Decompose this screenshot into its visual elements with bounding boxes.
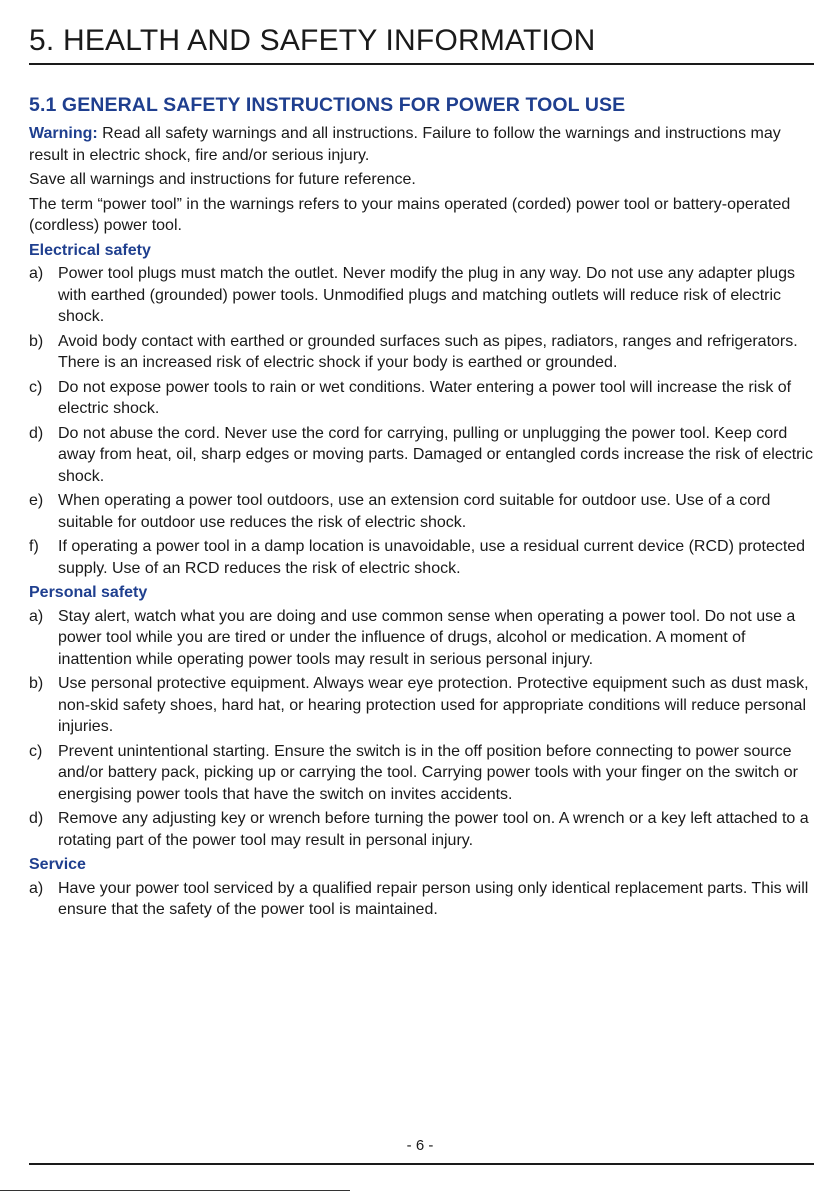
list-item-marker: f) [29,538,39,555]
list-item-marker: c) [29,378,43,396]
list-item-marker: b) [29,675,44,692]
list-item [29,741,814,806]
list-item-text: If operating a power tool in a damp location is unavoidable, use a residual current device (RCD) protected supply. Use of an RCD reduces the risk of electric shock. [58,538,806,577]
section-heading: 5.1 GENERAL SAFETY INSTRUCTIONS FOR POWER TOOL USE [29,94,626,116]
list-item [29,536,814,579]
list-item-marker: a) [29,879,44,897]
list-item [29,331,814,374]
list-item [29,263,814,328]
footer-divider [29,1163,814,1165]
list-item-marker: c) [29,742,43,760]
bottom-edge-line [0,1190,350,1191]
list-item-text: Use personal protective equipment. Always wear eye protection. Protective equipment such as dust mask, non-skid safety shoes, hard hat, or hearing protection used for appropriate conditions will reduce personal injuries. [58,675,809,735]
list-item-text: Avoid body contact with earthed or grounded surfaces such as pipes, radiators, ranges and refrigerators. There is an increased risk of electric shock if your body is earthed or grounded. [58,332,798,371]
title-divider [29,63,814,65]
personal-safety-heading: Personal safety [29,584,148,601]
list-item-marker: d) [29,424,44,442]
list-item [29,808,814,851]
list-item-text: Remove any adjusting key or wrench before turning the power tool on. A wrench or a key left attached to a rotating part of the power tool may result in personal injury. [58,810,809,849]
warning-text: Read all safety warnings and all instructions. Failure to follow the warnings and instructions may result in electric shock, fire and/or serious injury. [29,125,781,164]
list-item [29,673,814,738]
list-item-marker: d) [29,810,44,827]
document-body [29,92,814,924]
power-tool-term-paragraph: The term “power tool” in the warnings refers to your mains operated (corded) power tool or battery-operated (cordless) power tool. [29,195,791,234]
warning-label: Warning: [29,125,98,142]
list-item [29,377,814,420]
list-item-text: Do not expose power tools to rain or wet conditions. Water entering a power tool will increase the risk of electric shock. [58,378,792,417]
list-item-text: Prevent unintentional starting. Ensure the switch is in the off position before connecting to power source and/or battery pack, picking up or carrying the tool. Carrying power tools with your finger on the switch or energising power tools that have the switch on invites accidents. [58,742,798,803]
list-item-text: Do not abuse the cord. Never use the cord for carrying, pulling or unplugging the power tool. Keep cord away from heat, oil, sharp edges or moving parts. Damaged or entangled cords increase the risk of electric shock. [58,424,814,485]
electrical-safety-list [29,263,814,579]
service-list [29,878,814,921]
list-item-marker: a) [29,265,44,282]
list-item-marker: b) [29,332,44,350]
list-item-text: Power tool plugs must match the outlet. Never modify the plug in any way. Do not use any adapter plugs with earthed (grounded) power tools. Unmodified plugs and matching outlets will reduce risk of electric shock. [58,265,795,325]
list-item-text: When operating a power tool outdoors, use an extension cord suitable for outdoor use. Use of a cord suitable for outdoor use reduces the risk of electric shock. [58,492,771,531]
list-item [29,423,814,488]
save-instructions-paragraph: Save all warnings and instructions for future reference. [29,171,416,188]
list-item-text: Have your power tool serviced by a qualified repair person using only identical replacement parts. This will ensure that the safety of the power tool is maintained. [58,879,809,918]
list-item-text: Stay alert, watch what you are doing and use common sense when operating a power tool. Do not use a power tool while you are tired or under the influence of drugs, alcohol or medication. A moment of inattention while operating power tools may result in serious personal injury. [58,607,796,668]
page-number: - 6 - [406,1137,434,1154]
personal-safety-list [29,606,814,852]
electrical-safety-heading: Electrical safety [29,241,151,259]
list-item [29,490,814,533]
warning-paragraph [29,123,814,166]
service-heading: Service [29,856,86,873]
list-item [29,606,814,671]
list-item-marker: a) [29,607,44,625]
page-title: 5. HEALTH AND SAFETY INFORMATION [29,24,596,57]
list-item [29,878,814,921]
list-item-marker: e) [29,492,44,509]
